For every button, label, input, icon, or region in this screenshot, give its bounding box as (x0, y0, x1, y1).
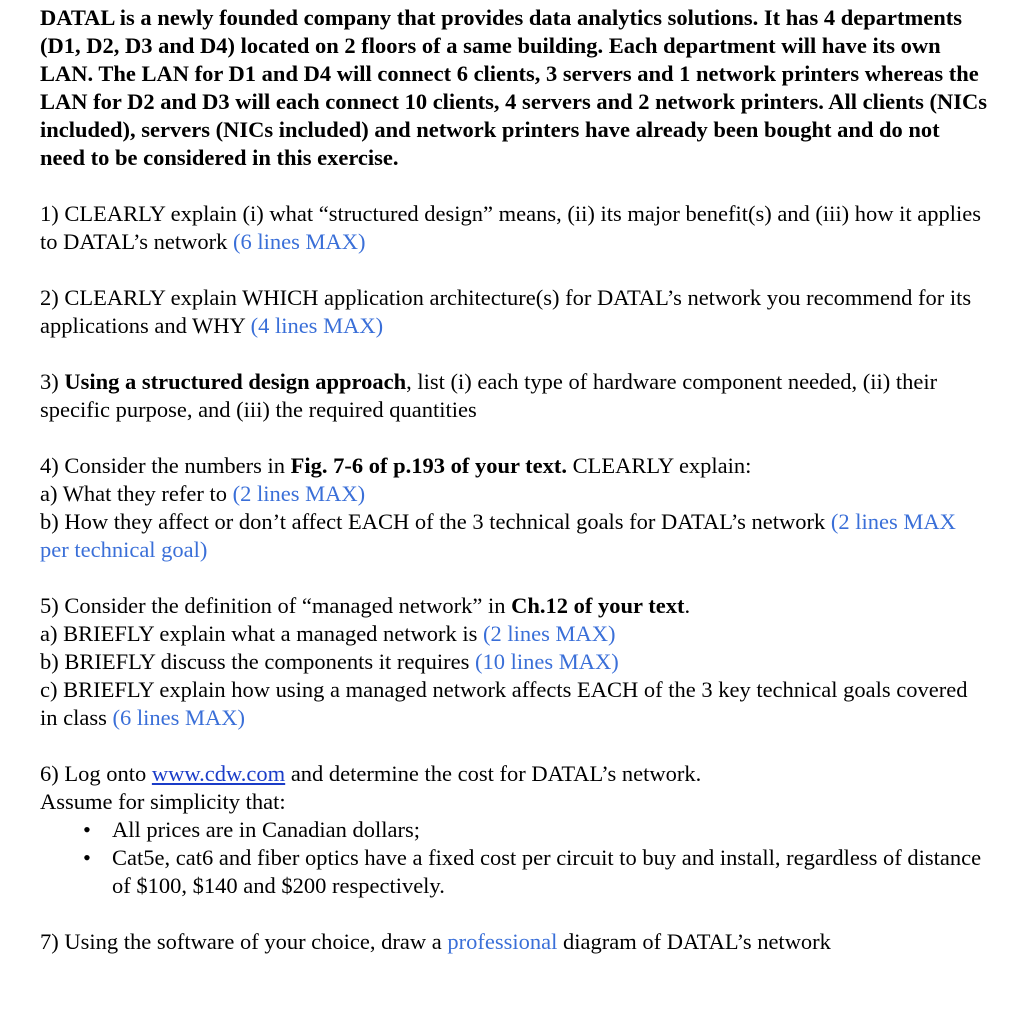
question-4a-text: a) What they refer to (40, 481, 233, 506)
question-4-intro (40, 452, 990, 480)
question-1-text (40, 200, 990, 256)
question-2-text (40, 284, 990, 340)
question-7 (40, 928, 990, 956)
question-7-prefix: 7) Using the software of your choice, draw a (40, 929, 448, 954)
question-6-prefix: 6) Log onto (40, 761, 152, 786)
question-2-limit: (4 lines MAX) (250, 313, 384, 338)
question-4a (40, 480, 990, 508)
question-5 (40, 592, 990, 732)
question-6-intro (40, 760, 990, 788)
question-5b-limit: (10 lines MAX) (474, 649, 619, 674)
question-3-prefix: 3) (40, 369, 65, 394)
question-5c-text: c) BRIEFLY explain how using a managed network affects EACH of the 3 key technical goals covered in class (40, 677, 968, 730)
question-2 (40, 284, 990, 340)
question-3-text (40, 368, 990, 424)
question-1 (40, 200, 990, 256)
question-4-bold: Fig. 7-6 of p.193 of your text. (290, 453, 568, 478)
question-7-highlight: professional (447, 929, 558, 954)
question-4b (40, 508, 990, 564)
question-1-body: 1) CLEARLY explain (i) what “structured design” means, (ii) its major benefit(s) and (iii) how it applies to DATAL’s network (40, 201, 982, 254)
question-4a-limit: (2 lines MAX) (232, 481, 366, 506)
cdw-link[interactable]: www.cdw.com (151, 761, 286, 786)
question-4b-limit: (2 lines MAX per technical goal) (40, 509, 956, 562)
question-5-end: . (684, 593, 691, 618)
question-3-bold: Using a structured design approach (64, 369, 407, 394)
list-item (40, 844, 990, 900)
question-4-prefix: 4) Consider the numbers in (40, 453, 291, 478)
question-5c-limit: (6 lines MAX) (112, 705, 245, 730)
question-7-text (40, 928, 990, 956)
list-item (40, 816, 990, 844)
bullet-text: Cat5e, cat6 and fiber optics have a fixed cost per circuit to buy and install, regardless of distance of $100, $140 and $200 respectively. (112, 845, 982, 898)
intro-paragraph: DATAL is a newly founded company that provides data analytics solutions. It has 4 departments (D1, D2, D3 and D4) located on 2 floors of a same building. Each department will have its own LAN. The LAN for D1 and D4 will connect 6 clients, 3 servers and 1 network printers whereas the LAN for D2 and D3 will each connect 10 clients, 4 servers and 2 network printers. All clients (NICs included), servers (NICs included) and network printers have already been bought and do not need to be considered in this exercise. (40, 5, 988, 170)
bullet-icon: • (83, 817, 91, 842)
question-4-rest: CLEARLY explain: (567, 453, 752, 478)
question-6-assume: Assume for simplicity that: (40, 789, 286, 814)
question-5-bold: Ch.12 of your text (511, 593, 685, 618)
question-3-rest: , list (i) each type of hardware component needed, (ii) their specific purpose, and (iii) the required quantities (40, 369, 938, 422)
assignment-document (40, 4, 990, 984)
question-6-bullet-list (40, 816, 990, 900)
question-1-limit: (6 lines MAX) (233, 229, 366, 254)
question-5a-limit: (2 lines MAX) (483, 621, 616, 646)
question-5-prefix: 5) Consider the definition of “managed network” in (40, 593, 512, 618)
question-4b-text: b) How they affect or don’t affect EACH of the 3 technical goals for DATAL’s network (40, 509, 831, 534)
bullet-text: All prices are in Canadian dollars; (112, 817, 421, 842)
question-7-rest: diagram of DATAL’s network (557, 929, 831, 954)
question-5b-text: b) BRIEFLY discuss the components it requires (40, 649, 475, 674)
question-6 (40, 760, 990, 900)
question-3 (40, 368, 990, 424)
question-6-rest: and determine the cost for DATAL’s network. (285, 761, 702, 786)
question-5a (40, 620, 990, 648)
question-5-intro (40, 592, 990, 620)
question-5b (40, 648, 990, 676)
question-5a-text: a) BRIEFLY explain what a managed network is (40, 621, 484, 646)
question-5c (40, 676, 990, 732)
question-4 (40, 452, 990, 564)
bullet-icon: • (83, 845, 91, 870)
question-2-body: 2) CLEARLY explain WHICH application architecture(s) for DATAL’s network you recommend for its applications and WHY (40, 285, 972, 338)
